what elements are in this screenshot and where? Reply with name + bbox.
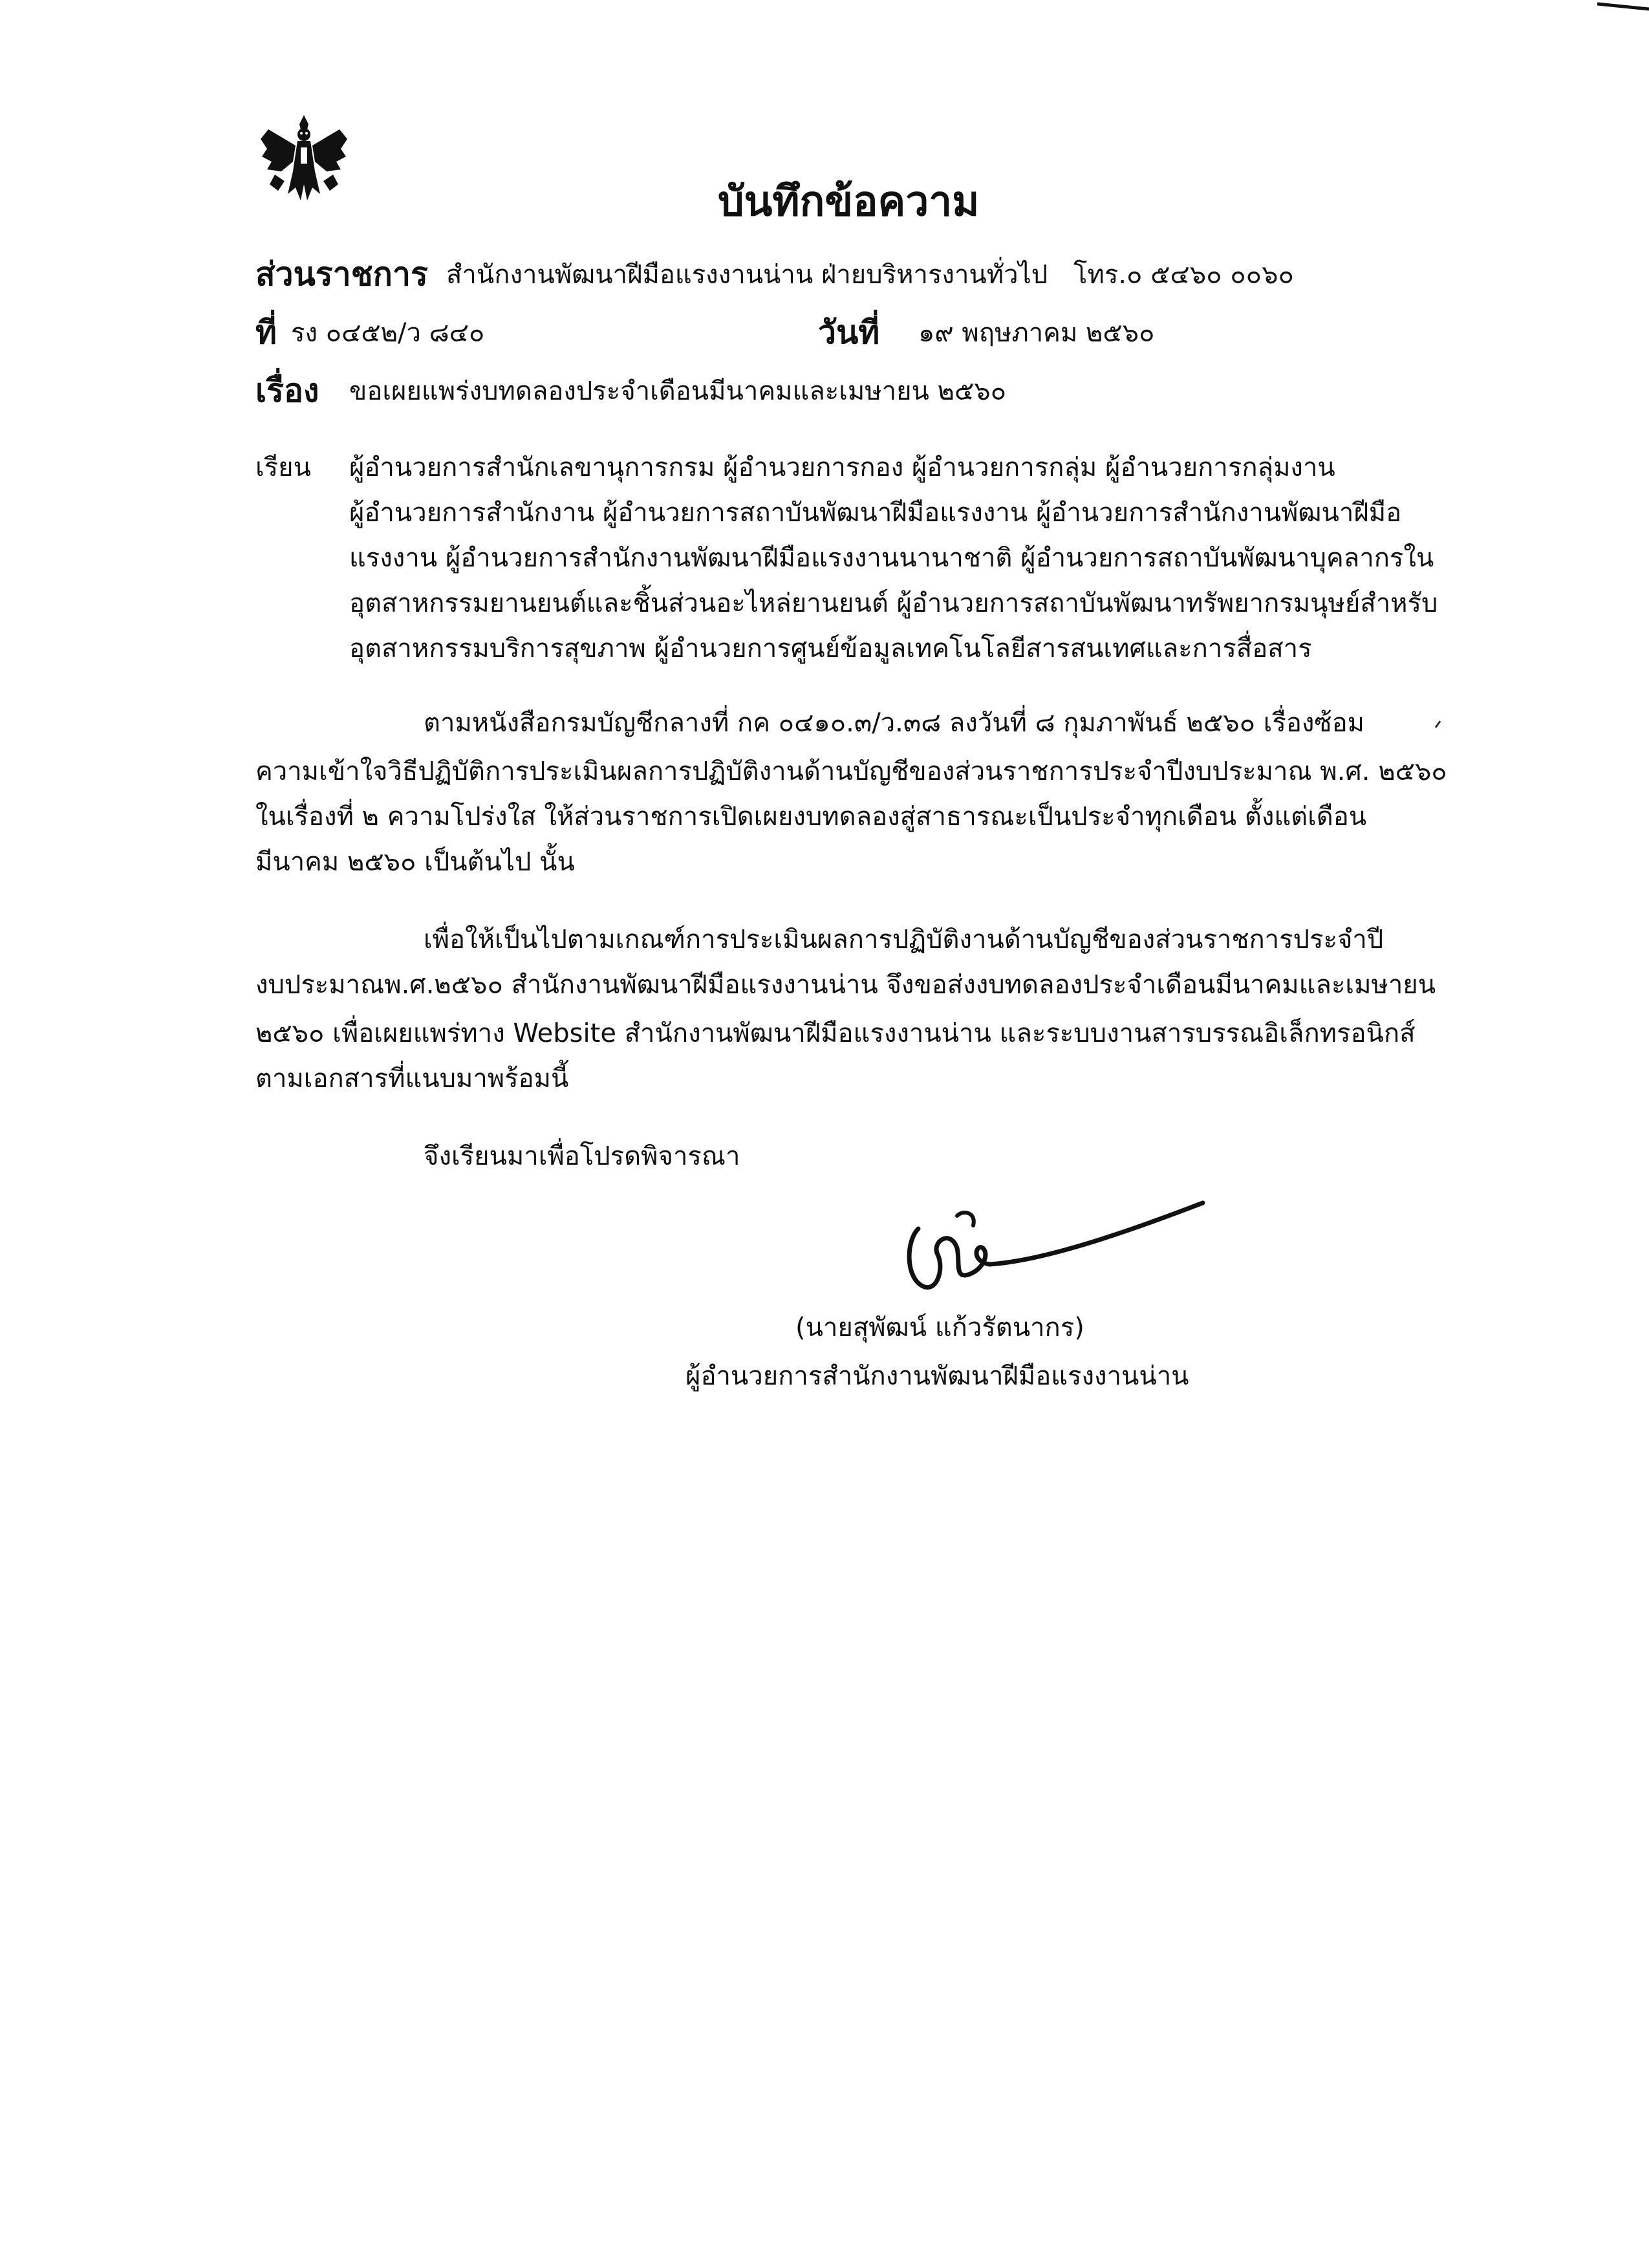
scan-dot [1432, 718, 1445, 731]
date-label: วันที่ [818, 314, 880, 351]
paragraph1-line: ในเรื่องที่ ๒ ความโปร่งใส ให้ส่วนราชการเปิดเผยงบทดลองสู่สาธารณะเป็นประจำทุกเดือน ตั้งแต่เดือน [255, 802, 1367, 832]
closing-text: จึงเรียนมาเพื่อโปรดพิจารณา [424, 1141, 740, 1171]
scan-corner-mark [1597, 0, 1649, 19]
subject-value: ขอเผยแพร่งบทดลองประจำเดือนมีนาคมและเมษายน ๒๕๖๐ [349, 376, 1007, 406]
paragraph1-line: ความเข้าใจวิธีปฏิบัติการประเมินผลการปฏิบัติงานด้านบัญชีของส่วนราชการประจำปีงบประมาณ พ.ศ. ๒๕๖๐ [255, 757, 1447, 786]
agency-phone: โทร.๐ ๕๔๖๐ ๐๐๖๐ [1073, 260, 1294, 290]
date-value: ๑๙ พฤษภาคม ๒๕๖๐ [918, 318, 1155, 348]
paragraph2-line: ตามเอกสารที่แนบมาพร้อมนี้ [255, 1064, 569, 1094]
signature [892, 1190, 1216, 1319]
salutation-line: ผู้อำนวยการสำนักงาน ผู้อำนวยการสถาบันพัฒนาฝีมือแรงงาน ผู้อำนวยการสำนักงานพัฒนาฝีมือ [349, 498, 1402, 528]
salutation-label: เรียน [255, 453, 311, 482]
ref-label: ที่ [255, 314, 277, 351]
paragraph2-line: งบประมาณพ.ศ.๒๕๖๐ สำนักงานพัฒนาฝีมือแรงงานน่าน จึงขอส่งงบทดลองประจำเดือนมีนาคมและเมษายน [255, 970, 1436, 1000]
garuda-emblem [255, 110, 352, 207]
ref-value: รง ๐๔๕๒/ว ๘๔๐ [291, 318, 485, 348]
signer-name: (นายสุพัฒน์ แก้วรัตนากร) [795, 1313, 1084, 1343]
salutation-line: อุตสาหกรรมบริการสุขภาพ ผู้อำนวยการศูนย์ข้อมูลเทคโนโลยีสารสนเทศและการสื่อสาร [349, 634, 1312, 664]
paragraph2-line: ๒๕๖๐ เพื่อเผยแพร่ทาง Website สำนักงานพัฒนาฝีมือแรงงานน่าน และระบบงานสารบรรณอิเล็กทรอนิกส์ [255, 1019, 1416, 1048]
salutation-line: อุตสาหกรรมยานยนต์และชิ้นส่วนอะไหล่ยานยนต์ ผู้อำนวยการสถาบันพัฒนาทรัพยากรมนุษย์สำหรับ [349, 589, 1438, 618]
agency-label: ส่วนราชการ [255, 255, 428, 293]
paragraph1-line: ตามหนังสือกรมบัญชีกลางที่ กค ๐๔๑๐.๓/ว.๓๘ ลงวันที่ ๘ กุมภาพันธ์ ๒๕๖๐ เรื่องซ้อม [424, 708, 1364, 738]
salutation-line: แรงงาน ผู้อำนวยการสำนักงานพัฒนาฝีมือแรงงานนานาชาติ ผู้อำนวยการสถาบันพัฒนาบุคลากรใน [349, 543, 1434, 573]
signer-position: ผู้อำนวยการสำนักงานพัฒนาฝีมือแรงงานน่าน [685, 1361, 1189, 1391]
memo-title: บันทึกข้อความ [718, 178, 980, 226]
paragraph1-line: มีนาคม ๒๕๖๐ เป็นต้นไป นั้น [255, 847, 575, 877]
agency-value: สำนักงานพัฒนาฝีมือแรงงานน่าน ฝ่ายบริหารงานทั่วไป [446, 260, 1048, 290]
subject-label: เรื่อง [255, 372, 319, 409]
paragraph2-line: เพื่อให้เป็นไปตามเกณฑ์การประเมินผลการปฏิบัติงานด้านบัญชีของส่วนราชการประจำปี [424, 925, 1384, 955]
salutation-line: ผู้อำนวยการสำนักเลขานุการกรม ผู้อำนวยการกอง ผู้อำนวยการกลุ่ม ผู้อำนวยการกลุ่มงาน [349, 453, 1335, 482]
